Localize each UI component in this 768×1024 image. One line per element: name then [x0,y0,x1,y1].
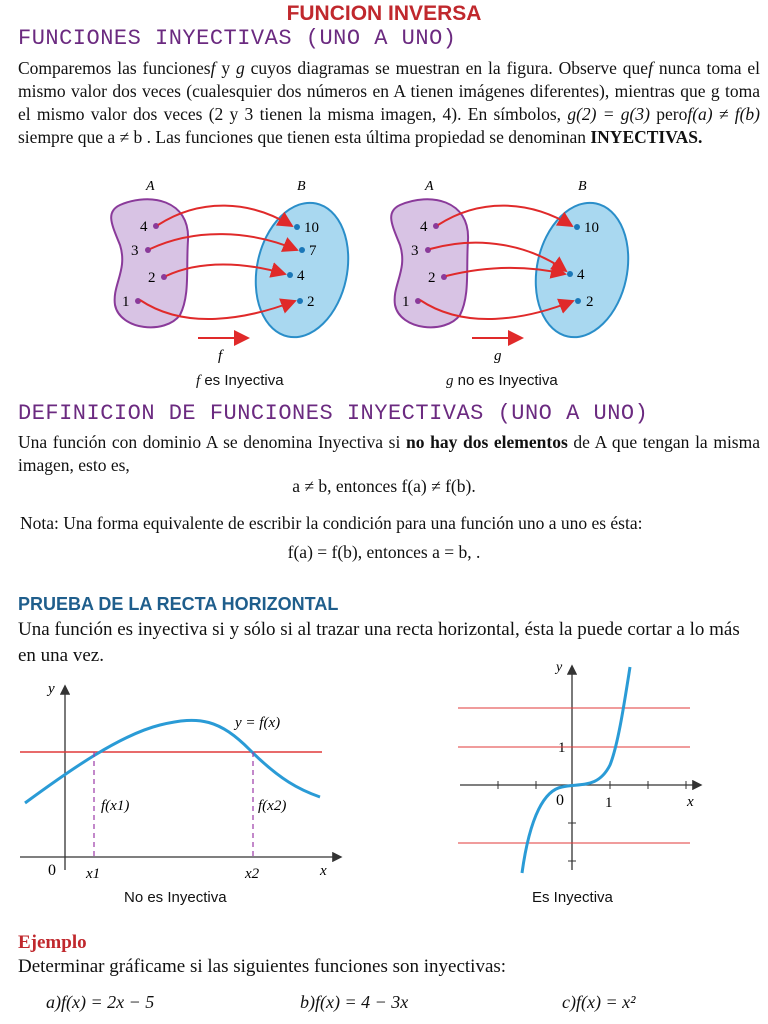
a-el-1: 1 [122,294,130,310]
origin-label-2: 0 [556,792,564,809]
caption-g [446,372,558,390]
a-el-4: 4 [140,219,148,235]
caption-g-fn: g [446,373,454,389]
example-item-a: a)f(x) = 2x − 5 [46,992,155,1012]
x-axis-label-2: x [687,794,694,810]
fx2-label: f(x2) [258,798,287,814]
diagram-g [391,179,640,364]
intro-f: f [210,58,216,78]
curve-label: y = f(x) [235,715,281,731]
definition-bold: no hay dos elementos [405,432,568,452]
g-b-el-10: 10 [584,220,599,236]
caption-f [196,372,284,390]
graph-not-injective [10,675,350,885]
g-b-el-2: 2 [586,294,594,310]
intro-expr-1: g(2) = g(3) [567,104,650,124]
intro-paragraph [18,57,760,149]
caption-g-text: no es Inyectiva [453,372,558,389]
curve-2 [522,667,630,873]
curve [25,720,320,803]
section-heading-injective: FUNCIONES INYECTIVAS (UNO A UNO) [18,26,457,51]
example-text: Determinar gráficame si las siguientes funciones son inyectivas: [18,956,507,977]
caption-f-text: es Inyectiva [200,372,284,389]
b-el-2: 2 [307,294,315,310]
y-axis-label-2: y [556,660,563,675]
g-a-el-4: 4 [420,219,428,235]
horizontal-test-text: Una función es inyectiva si y sólo si al trazar una recta horizontal, ésta la puede cortar a lo más en una vez. [18,619,740,666]
definition-text-2: de A que tengan la misma imagen, esto es, [18,432,760,475]
section-heading-definition: DEFINICION DE FUNCIONES INYECTIVAS (UNO A UNO) [18,401,649,426]
a-el-3: 3 [131,243,139,259]
tick-y-1: 1 [558,740,566,756]
set-b-label-g: B [578,179,587,194]
set-a-label-g: A [425,179,434,194]
arrow-diagrams [0,170,768,370]
note-text: Nota: Una forma equivalente de escribir la condición para una función uno a uno es ésta: [20,513,643,533]
intro-expr-2: f(a) ≠ f(b) [687,104,760,124]
g-a-el-3: 3 [411,243,419,259]
x1-label: x1 [86,866,101,882]
caption-graph2: Es Inyectiva [532,889,613,906]
intro-f-2: f [648,58,653,78]
func-label-g: g [494,348,502,364]
intro-text-4: pero [649,104,688,124]
g-a-el-1: 1 [402,294,410,310]
example-item-b: b)f(x) = 4 − 3x [300,992,409,1012]
y-axis-label: y [48,681,55,697]
intro-g: g [235,58,245,78]
definition-paragraph [18,431,760,477]
intro-bold: INYECTIVAS. [590,127,703,147]
set-b-label: B [297,179,306,194]
g-a-el-2: 2 [428,270,436,286]
origin-label: 0 [48,862,56,879]
x-axis-label: x [320,863,327,879]
a-el-2: 2 [148,270,156,286]
b-el-10: 10 [304,220,319,236]
page-title: FUNCION INVERSA [286,2,482,25]
intro-text-1: Comparemos las funciones [18,58,211,78]
definition-text-1: Una función con dominio A se denomina Inyectiva si [18,432,406,452]
intro-text-3: nunca toma el mismo valor dos veces (cualesquier dos números en A tienen imágenes diferentes), mientras que g toma el mismo valor dos veces (2 y 3 tienen la misma imagen, 4). En símbolos, [18,58,761,124]
caption-graph1: No es Inyectiva [124,889,227,906]
formula-2: f(a) = f(b), entonces a = b, . [287,542,481,562]
fx1-label: f(x1) [101,798,130,814]
formula-1: a ≠ b, entonces f(a) ≠ f(b). [292,476,476,496]
intro-text-5: siempre que a ≠ b . Las funciones que tienen esta última propiedad se denominan [18,127,591,147]
g-b-el-4: 4 [577,267,585,283]
set-a-label: A [146,179,155,194]
diagram-f [111,179,360,364]
intro-text-2: cuyos diagramas se muestran en la figura. Observe que [244,58,649,78]
example-heading: Ejemplo [18,932,87,953]
caption-f-fn: f [196,373,201,389]
func-label-f: f [218,348,223,364]
tick-x-1: 1 [605,795,613,811]
section-heading-horizontal-test: PRUEBA DE LA RECTA HORIZONTAL [18,594,339,614]
example-item-c: c)f(x) = x² [562,992,636,1012]
graph-injective [450,655,710,880]
intro-y: y [215,58,236,78]
x2-label: x2 [245,866,260,882]
b-el-4: 4 [297,268,305,284]
b-el-7: 7 [309,243,317,259]
